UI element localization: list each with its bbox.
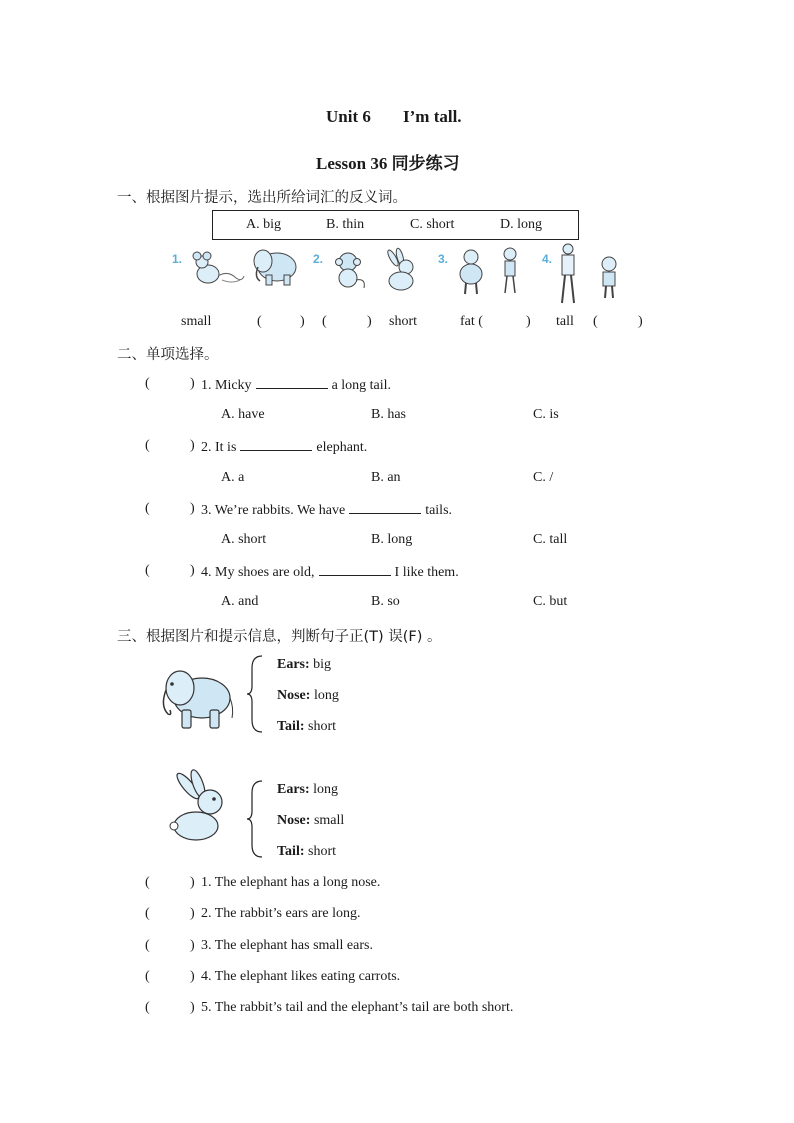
answer-blank bbox=[256, 376, 328, 389]
blank-paren-open-4: ( bbox=[593, 314, 598, 329]
blank-paren-close-1: ) bbox=[300, 314, 305, 329]
statement-2: 2. The rabbit’s ears are long. bbox=[201, 906, 361, 921]
q1-option-c: C. is bbox=[533, 407, 559, 422]
q2-option-c: C. / bbox=[533, 470, 554, 485]
q3-option-c: C. tall bbox=[533, 532, 568, 547]
word-fat: fat ( bbox=[460, 314, 483, 329]
rabbit-ears-info: Ears: long bbox=[277, 782, 339, 797]
picture-number-4: 4. bbox=[542, 252, 553, 266]
answer-blank bbox=[240, 438, 312, 451]
elephant-ears-info: Ears: big bbox=[277, 657, 332, 672]
question-3: 3. We’re rabbits. We have tails. bbox=[201, 503, 453, 518]
judge-paren-close-3: ) bbox=[190, 938, 195, 953]
word-short: short bbox=[389, 314, 417, 329]
thin-boy-icon bbox=[497, 246, 523, 296]
monkey-icon bbox=[330, 250, 370, 292]
judge-paren-2: ( bbox=[145, 906, 150, 921]
statement-3: 3. The elephant has small ears. bbox=[201, 938, 373, 953]
q3-option-a: A. short bbox=[221, 532, 267, 547]
q2-paren-close: ) bbox=[190, 438, 195, 453]
judge-paren-close-4: ) bbox=[190, 969, 195, 984]
answer-blank bbox=[349, 501, 421, 514]
q3-option-b: B. long bbox=[371, 532, 413, 547]
rabbit-tail-info: Tail: short bbox=[277, 844, 336, 859]
option-c: C. short bbox=[410, 217, 455, 232]
judge-paren-close-2: ) bbox=[190, 906, 195, 921]
option-d: D. long bbox=[500, 217, 542, 232]
statement-1: 1. The elephant has a long nose. bbox=[201, 875, 381, 890]
bracket bbox=[246, 654, 266, 734]
elephant-icon bbox=[158, 664, 236, 732]
unit-title: I’m tall. bbox=[403, 107, 462, 126]
section2-heading: 二、单项选择。 bbox=[117, 347, 219, 363]
blank-paren-close-4: ) bbox=[638, 314, 643, 329]
q4-option-c: C. but bbox=[533, 594, 568, 609]
judge-paren-5: ( bbox=[145, 1000, 150, 1015]
elephant-icon bbox=[250, 245, 300, 289]
elephant-nose-info: Nose: long bbox=[277, 688, 339, 703]
q1-option-a: A. have bbox=[221, 407, 265, 422]
blank-paren-close-3: ) bbox=[526, 314, 531, 329]
blank-paren-open-2: ( bbox=[322, 314, 327, 329]
judge-paren-close-5: ) bbox=[190, 1000, 195, 1015]
statement-4: 4. The elephant likes eating carrots. bbox=[201, 969, 401, 984]
option-b: B. thin bbox=[326, 217, 365, 232]
word-tall: tall bbox=[556, 314, 574, 329]
picture-number-3: 3. bbox=[438, 252, 449, 266]
unit-label: Unit 6 bbox=[326, 107, 371, 126]
statement-5: 5. The rabbit’s tail and the elephant’s tail are both short. bbox=[201, 1000, 514, 1015]
mouse-icon bbox=[188, 250, 246, 290]
q2-option-a: A. a bbox=[221, 470, 245, 485]
blank-paren-open-1: ( bbox=[257, 314, 262, 329]
fat-boy-icon bbox=[456, 248, 486, 296]
q4-paren-open: ( bbox=[145, 563, 150, 578]
elephant-tail-info: Tail: short bbox=[277, 719, 336, 734]
question-2: 2. It is elephant. bbox=[201, 440, 368, 455]
rabbit-icon bbox=[166, 770, 232, 846]
section1-heading: 一、根据图片提示，选出所给词汇的反义词。 bbox=[117, 190, 407, 206]
q2-paren-open: ( bbox=[145, 438, 150, 453]
short-boy-icon bbox=[597, 256, 621, 300]
rabbit-icon bbox=[384, 250, 424, 294]
question-1: 1. Micky a long tail. bbox=[201, 378, 392, 393]
q2-option-b: B. an bbox=[371, 470, 401, 485]
picture-number-1: 1. bbox=[172, 252, 183, 266]
q4-option-a: A. and bbox=[221, 594, 259, 609]
word-small: small bbox=[181, 314, 212, 329]
q1-option-b: B. has bbox=[371, 407, 406, 422]
q4-paren-close: ) bbox=[190, 563, 195, 578]
q1-paren-close: ) bbox=[190, 376, 195, 391]
rabbit-nose-info: Nose: small bbox=[277, 813, 345, 828]
bracket bbox=[246, 779, 266, 859]
blank-paren-close-2: ) bbox=[367, 314, 372, 329]
q3-paren-close: ) bbox=[190, 501, 195, 516]
picture-number-2: 2. bbox=[313, 252, 324, 266]
option-a: A. big bbox=[246, 217, 281, 232]
section3-heading: 三、根据图片和提示信息，判断句子正(T) 误(F) 。 bbox=[117, 629, 442, 645]
q3-paren-open: ( bbox=[145, 501, 150, 516]
judge-paren-3: ( bbox=[145, 938, 150, 953]
answer-blank bbox=[319, 563, 391, 576]
judge-paren-4: ( bbox=[145, 969, 150, 984]
lesson-title: Lesson 36 同步练习 bbox=[316, 154, 460, 173]
q4-option-b: B. so bbox=[371, 594, 400, 609]
tall-man-icon bbox=[556, 243, 580, 305]
q1-paren-open: ( bbox=[145, 376, 150, 391]
judge-paren-close-1: ) bbox=[190, 875, 195, 890]
judge-paren-1: ( bbox=[145, 875, 150, 890]
question-4: 4. My shoes are old, I like them. bbox=[201, 565, 459, 580]
